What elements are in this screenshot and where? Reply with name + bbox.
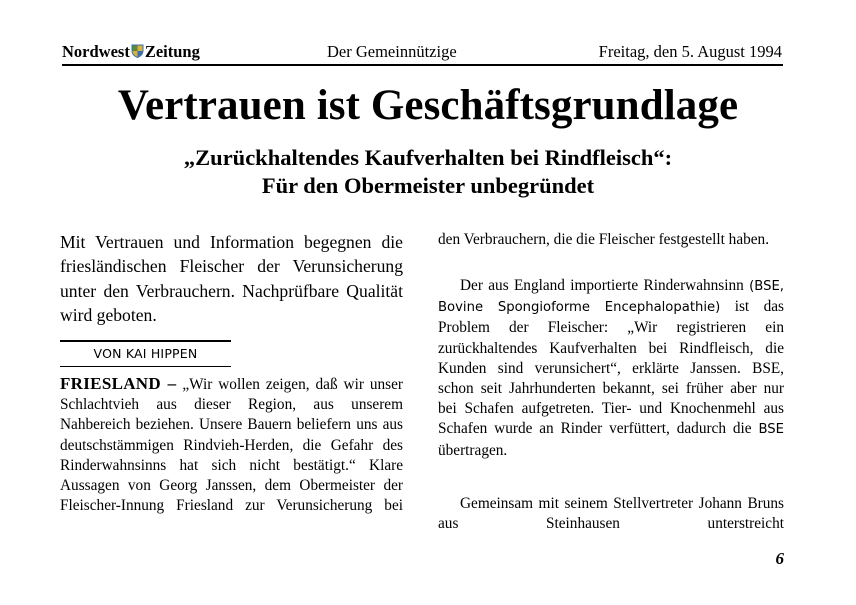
article-intro: Mit Vertrauen und Information begegnen die friesländischen Fleischer der Verunsicherung unter den Verbrauchern. Nachprüfbare Qualität wird geboten. (60, 232, 403, 325)
paragraph-2-part-d: BSE (758, 422, 784, 438)
article-subheadline (0, 144, 856, 200)
right-column-paragraph-1: den Verbrauchern, die die Fleischer festgestellt haben. (438, 231, 770, 248)
author-byline: VON KAI HIPPEN (93, 346, 198, 361)
coat-of-arms-icon (131, 43, 144, 57)
masthead (62, 42, 783, 66)
subheadline-line-1: „Zurückhaltendes Kaufverhalten bei Rindfleisch“: (183, 145, 673, 170)
paragraph-2-part-a: Der aus England importierte Rinderwahnsinn (460, 277, 750, 294)
byline-rule-top (60, 340, 231, 342)
dateline-kicker: FRIESLAND – (60, 374, 177, 393)
right-column-paragraph-3: Gemeinsam mit seinem Stellvertreter Johann Bruns aus Steinhausen unterstreicht (438, 495, 784, 533)
right-column-paragraph-2 (438, 276, 784, 461)
left-column-text (60, 374, 403, 516)
issue-date: Freitag, den 5. August 1994 (598, 42, 782, 61)
section-name: Der Gemeinnützige (327, 42, 457, 61)
page-number: 6 (775, 549, 784, 568)
left-column-body: „Wir wollen zeigen, daß wir unser Schlachtvieh aus dieser Region, aus unserem Nahbereich beziehen. Unsere Bauern beliefern uns aus deutschstämmigen Rindvieh-Herden, die Gefahr des Rinderwahnsinns hat sich nicht bestätigt.“ Klare Aussagen von Georg Janssen, dem Obermeister der Fleischer-Innung Friesland zur Verunsicherung bei (60, 376, 403, 515)
newspaper-name-part1: Nordwest (62, 42, 130, 61)
newspaper-name (62, 42, 200, 62)
newspaper-name-part2: Zeitung (144, 42, 200, 61)
paragraph-2-part-c: ist das Problem der Fleischer: „Wir registrieren ein zurückhaltendes Kaufverhalten bei Rindfleisch, die Kunden sind verunsichert“, erklärte Janssen. BSE, schon seit Jahrhunderten bekannt, sei früher aber nur bei Schafen aufgetreten. Tier- und Knochenmehl aus Schafen wurde an Rinder verfüttert, dadurch die (438, 298, 784, 438)
byline-rule-bottom (60, 366, 231, 367)
article-headline: Vertrauen ist Geschäftsgrundlage (117, 82, 739, 129)
paragraph-2-part-b: (BSE, Bovine Spongioforme Encephalopathie) (438, 279, 784, 316)
paragraph-2-part-e: übertragen. (438, 441, 508, 459)
subheadline-line-2: Für den Obermeister unbegründet (261, 173, 595, 198)
